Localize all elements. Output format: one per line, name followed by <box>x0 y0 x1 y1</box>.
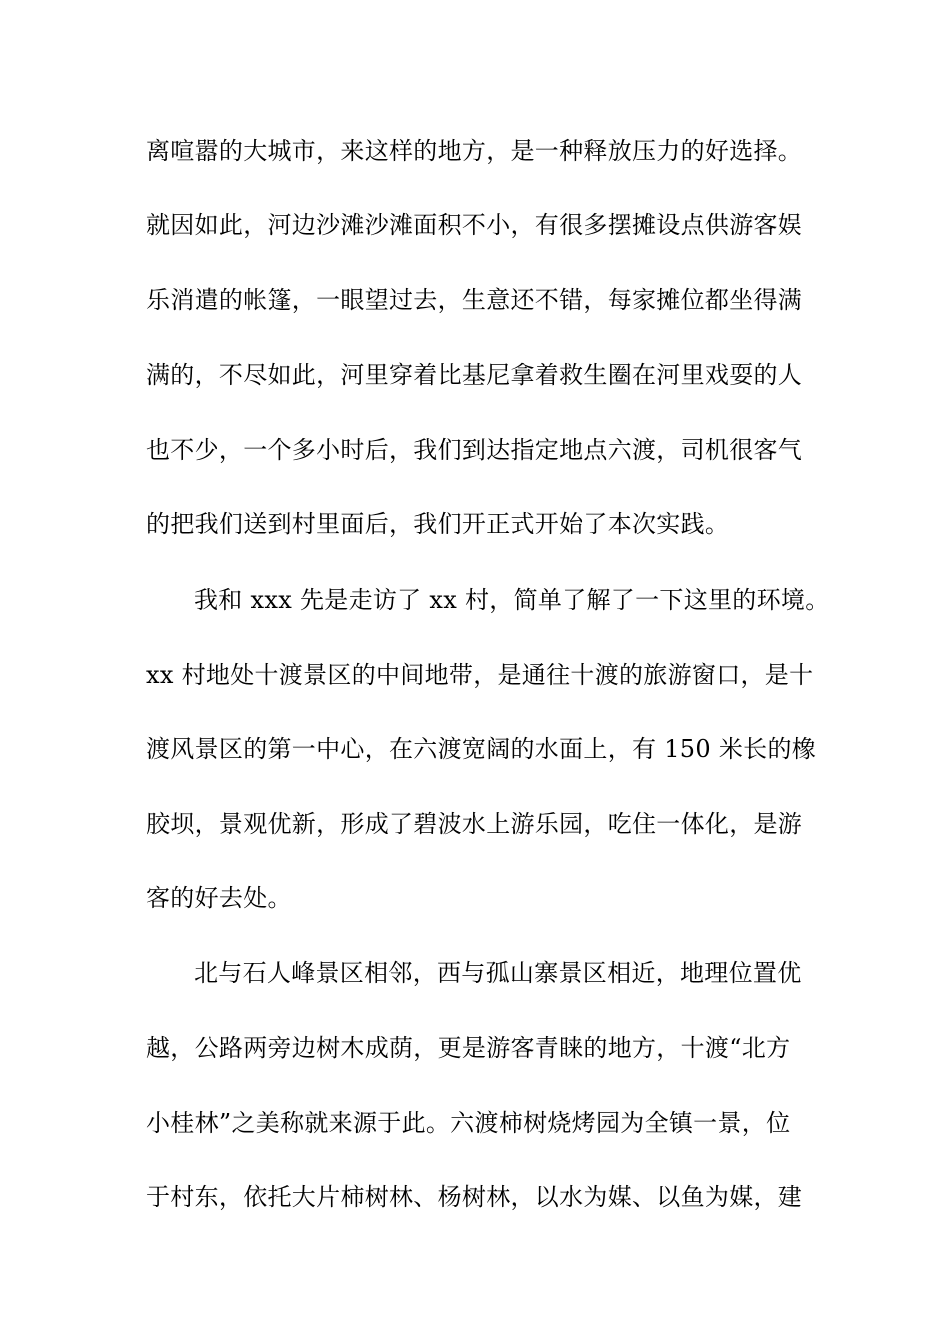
text-line-9: 渡风景区的第一中心，在六渡宽阔的水面上，有 150 米长的橡 <box>146 735 817 763</box>
text-line-6: 的把我们送到村里面后，我们开正式开始了本次实践。 <box>146 510 730 538</box>
text-line-14: 小桂林”之美称就来源于此。六渡柿树烧烤园为全镇一景，位 <box>146 1109 791 1137</box>
text-line-15: 于村东，依托大片柿树林、杨树林，以水为媒、以鱼为媒，建 <box>146 1183 803 1211</box>
text-line-8: xx 村地处十渡景区的中间地带，是通往十渡的旅游窗口，是十 <box>146 661 814 689</box>
text-line-4: 满的，不尽如此，河里穿着比基尼拿着救生圈在河里戏耍的人 <box>146 361 803 389</box>
text-line-13: 越，公路两旁边树木成荫，更是游客青睐的地方，十渡“北方 <box>146 1034 791 1062</box>
text-line-10: 胶坝，景观优新，形成了碧波水上游乐园，吃住一体化，是游 <box>146 810 803 838</box>
text-line-12: 北与石人峰景区相邻，西与孤山寨景区相近，地理位置优 <box>194 959 802 987</box>
text-line-2: 就因如此，河边沙滩沙滩面积不小，有很多摆摊设点供游客娱 <box>146 211 803 239</box>
text-line-3: 乐消遣的帐篷，一眼望过去，生意还不错，每家摊位都坐得满 <box>146 286 803 314</box>
text-line-1: 离喧嚣的大城市，来这样的地方，是一种释放压力的好选择。 <box>146 137 803 165</box>
text-line-5: 也不少，一个多小时后，我们到达指定地点六渡，司机很客气 <box>146 436 803 464</box>
text-line-7: 我和 xxx 先是走访了 xx 村，简单了解了一下这里的环境。 <box>194 586 830 614</box>
text-line-11: 客的好去处。 <box>146 884 292 912</box>
